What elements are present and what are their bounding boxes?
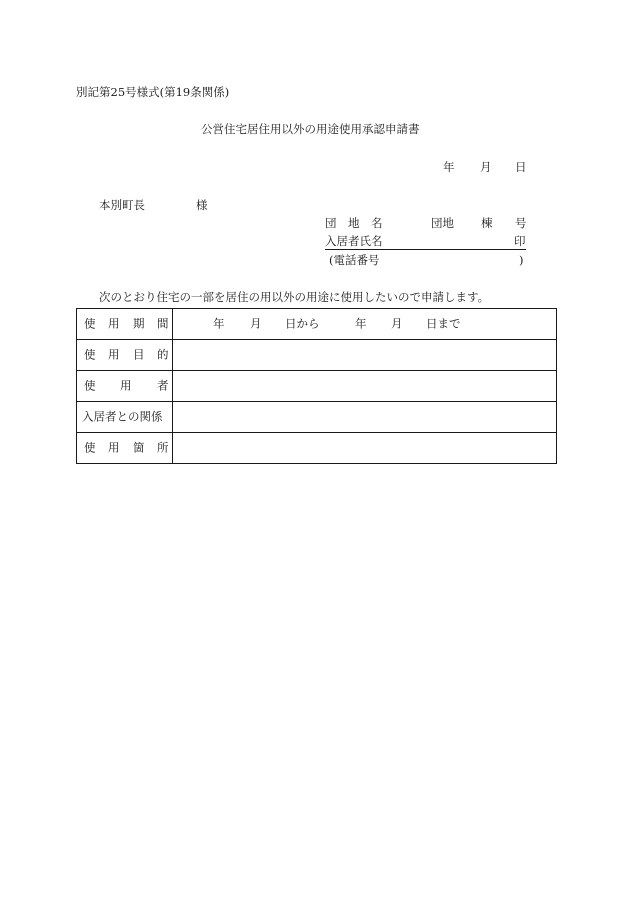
table-row (77, 433, 557, 464)
usage-period-field[interactable]: 年 月 日から 年 月 日まで (173, 309, 557, 340)
usage-purpose-field[interactable] (173, 340, 557, 371)
application-table (76, 308, 557, 464)
addressee-name: 本別町長 (99, 198, 145, 212)
table-row (77, 402, 557, 433)
document-title: 公営住宅居住用以外の用途使用承認申請書 (201, 122, 420, 136)
relationship-field[interactable] (173, 402, 557, 433)
application-statement: 次のとおり住宅の一部を居住の用以外の用途に使用したいので申請します。 (99, 290, 490, 304)
date-month: 月 (480, 160, 492, 174)
unit-number-label: 号 (515, 216, 527, 230)
row-label-relationship: 入居者との関係 (77, 402, 173, 433)
form-reference: 別記第25号様式(第19条関係) (76, 85, 230, 99)
usage-location-field[interactable] (173, 433, 557, 464)
complex-suffix: 団地 (431, 216, 454, 230)
table-row (77, 371, 557, 402)
phone-label: (電話番号 (329, 253, 380, 267)
user-field[interactable] (173, 371, 557, 402)
addressee-honorific: 様 (196, 198, 208, 212)
table-row (77, 309, 557, 340)
row-label-user: 使 用 者 (77, 371, 173, 402)
row-label-usage-period: 使 用 期 間 (77, 309, 173, 340)
resident-name-label: 入居者氏名 (325, 234, 383, 248)
complex-name-label: 団 地 名 (325, 216, 383, 230)
building-label: 棟 (481, 216, 493, 230)
seal-mark: 印 (514, 234, 526, 248)
row-label-usage-location: 使 用 箇 所 (77, 433, 173, 464)
date-day: 日 (515, 160, 527, 174)
row-label-usage-purpose: 使 用 目 的 (77, 340, 173, 371)
date-year: 年 (443, 160, 455, 174)
phone-close: ) (519, 253, 524, 267)
table-row (77, 340, 557, 371)
